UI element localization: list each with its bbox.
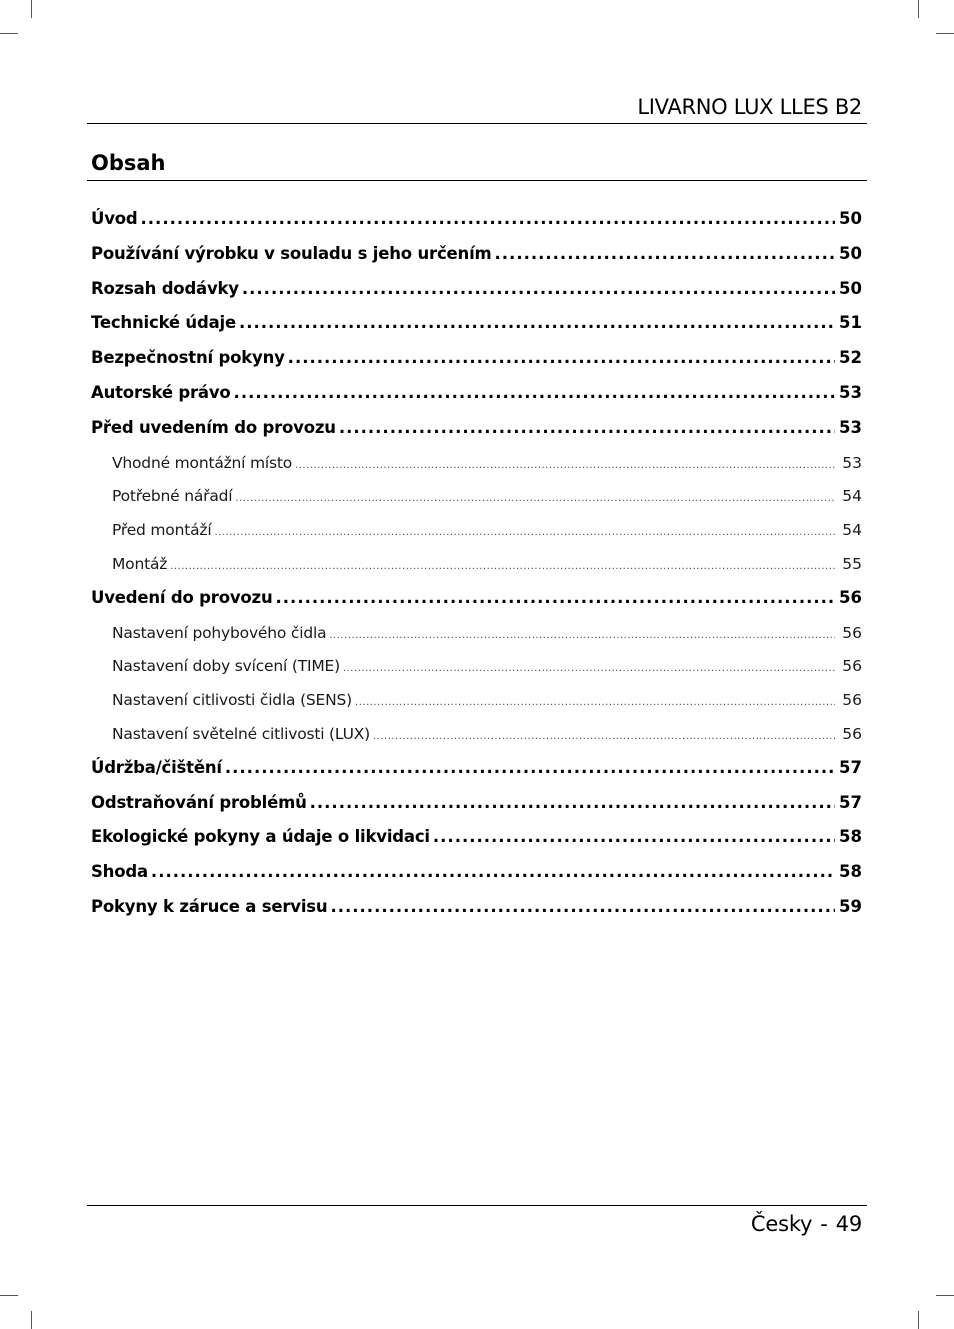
toc-entry[interactable] bbox=[91, 549, 862, 583]
toc-dot-leader bbox=[151, 857, 835, 887]
toc-heading: Obsah bbox=[91, 151, 166, 175]
toc-dot-leader bbox=[339, 413, 835, 443]
toc-entry-label: Nastavení citlivosti čidla (SENS) bbox=[112, 691, 353, 710]
toc-dot-leader bbox=[288, 343, 835, 373]
toc-entry-page: 55 bbox=[842, 554, 862, 573]
toc-dot-leader bbox=[433, 822, 835, 852]
toc-entry-label: Ekologické pokyny a údaje o likvidaci bbox=[91, 827, 430, 847]
toc-entry[interactable] bbox=[91, 583, 862, 618]
footer-rule bbox=[87, 1205, 867, 1206]
toc-entry-page: 58 bbox=[839, 862, 862, 882]
toc-entry-label: Před montáží bbox=[112, 521, 212, 540]
footer-language: Česky bbox=[750, 1212, 813, 1236]
toc-entry-label: Bezpečnostní pokyny bbox=[91, 348, 285, 368]
toc-entry-label: Technické údaje bbox=[91, 313, 236, 333]
toc-entry-page: 56 bbox=[839, 587, 862, 607]
toc-entry-page: 57 bbox=[839, 792, 862, 812]
crop-mark bbox=[31, 0, 32, 18]
crop-mark bbox=[918, 1311, 919, 1329]
toc-entry-page: 51 bbox=[839, 313, 862, 333]
toc-entry-page: 53 bbox=[842, 453, 862, 472]
footer-separator: - bbox=[820, 1212, 828, 1236]
toc-entry-label: Vhodné montážní místo bbox=[112, 453, 293, 472]
toc-dot-leader bbox=[141, 204, 835, 234]
page-footer bbox=[751, 1212, 862, 1236]
toc-entry[interactable] bbox=[91, 343, 862, 378]
toc-entry-page: 54 bbox=[842, 521, 862, 540]
toc-entry[interactable] bbox=[91, 413, 862, 448]
toc-dot-leader bbox=[214, 518, 835, 548]
toc-dot-leader bbox=[276, 583, 835, 613]
footer-page-number: 49 bbox=[835, 1212, 862, 1236]
toc-entry-page: 52 bbox=[839, 348, 862, 368]
toc-heading-rule bbox=[87, 180, 867, 181]
toc-dot-leader bbox=[373, 722, 835, 752]
toc-entry-page: 56 bbox=[842, 724, 862, 743]
toc-entry[interactable] bbox=[91, 239, 862, 274]
toc-entry-label: Úvod bbox=[91, 209, 138, 228]
toc-entry-page: 56 bbox=[842, 623, 862, 642]
toc-entry-label: Nastavení světelné citlivosti (LUX) bbox=[112, 724, 370, 743]
toc-entry-page: 59 bbox=[839, 896, 862, 916]
toc-entry[interactable] bbox=[91, 651, 862, 685]
crop-mark bbox=[0, 33, 18, 34]
toc-entry-page: 54 bbox=[842, 487, 862, 506]
toc-entry-label: Odstraňování problémů bbox=[91, 792, 307, 812]
crop-mark bbox=[0, 1295, 18, 1296]
toc-dot-leader bbox=[239, 308, 835, 338]
toc-entry-label: Shoda bbox=[91, 862, 148, 882]
toc-entry-page: 56 bbox=[842, 691, 862, 710]
toc-entry-page: 53 bbox=[839, 382, 862, 402]
toc-dot-leader bbox=[225, 753, 835, 783]
toc-entry[interactable] bbox=[91, 892, 862, 927]
toc-entry-label: Nastavení doby svícení (TIME) bbox=[112, 657, 340, 676]
toc-dot-leader bbox=[170, 552, 835, 582]
toc-dot-leader bbox=[310, 788, 835, 818]
toc-entry[interactable] bbox=[91, 788, 862, 823]
toc-dot-leader bbox=[343, 654, 835, 684]
header-rule bbox=[87, 123, 867, 124]
toc-entry[interactable] bbox=[91, 857, 862, 892]
crop-mark bbox=[936, 1295, 954, 1296]
toc-dot-leader bbox=[295, 451, 835, 481]
toc-entry[interactable] bbox=[91, 378, 862, 413]
toc-dot-leader bbox=[234, 378, 835, 408]
toc-dot-leader bbox=[355, 688, 835, 718]
toc-entry[interactable] bbox=[91, 822, 862, 857]
crop-mark bbox=[31, 1311, 32, 1329]
table-of-contents bbox=[91, 204, 862, 927]
toc-dot-leader bbox=[329, 621, 835, 651]
toc-entry-label: Nastavení pohybového čidla bbox=[112, 623, 327, 642]
toc-entry[interactable] bbox=[91, 274, 862, 309]
toc-entry-label: Používání výrobku v souladu s jeho určením bbox=[91, 243, 492, 263]
toc-entry-page: 50 bbox=[839, 209, 862, 228]
toc-entry[interactable] bbox=[91, 448, 862, 482]
toc-entry-page: 53 bbox=[839, 417, 862, 437]
toc-entry[interactable] bbox=[91, 481, 862, 515]
toc-entry-label: Údržba/čištění bbox=[91, 757, 222, 777]
crop-mark bbox=[936, 33, 954, 34]
toc-dot-leader bbox=[330, 892, 835, 922]
toc-entry-label: Rozsah dodávky bbox=[91, 278, 239, 298]
toc-entry-page: 50 bbox=[839, 278, 862, 298]
toc-entry-page: 50 bbox=[839, 243, 862, 263]
toc-entry-page: 56 bbox=[842, 657, 862, 676]
toc-dot-leader bbox=[242, 274, 835, 304]
toc-entry-label: Uvedení do provozu bbox=[91, 587, 273, 607]
toc-entry-label: Autorské právo bbox=[91, 382, 231, 402]
toc-dot-leader bbox=[235, 484, 835, 514]
toc-entry-label: Před uvedením do provozu bbox=[91, 417, 336, 437]
header-product-title: LIVARNO LUX LLES B2 bbox=[637, 95, 862, 119]
toc-entry[interactable] bbox=[91, 719, 862, 753]
toc-entry[interactable] bbox=[91, 685, 862, 719]
toc-entry-page: 57 bbox=[839, 757, 862, 777]
toc-entry-page: 58 bbox=[839, 827, 862, 847]
toc-dot-leader bbox=[495, 239, 835, 269]
toc-entry[interactable] bbox=[91, 515, 862, 549]
toc-entry-label: Pokyny k záruce a servisu bbox=[91, 896, 328, 916]
toc-entry[interactable] bbox=[91, 618, 862, 652]
toc-entry[interactable] bbox=[91, 753, 862, 788]
toc-entry[interactable] bbox=[91, 308, 862, 343]
toc-entry[interactable] bbox=[91, 204, 862, 239]
crop-mark bbox=[918, 0, 919, 18]
toc-entry-label: Montáž bbox=[112, 554, 168, 573]
toc-entry-label: Potřebné nářadí bbox=[112, 487, 233, 506]
